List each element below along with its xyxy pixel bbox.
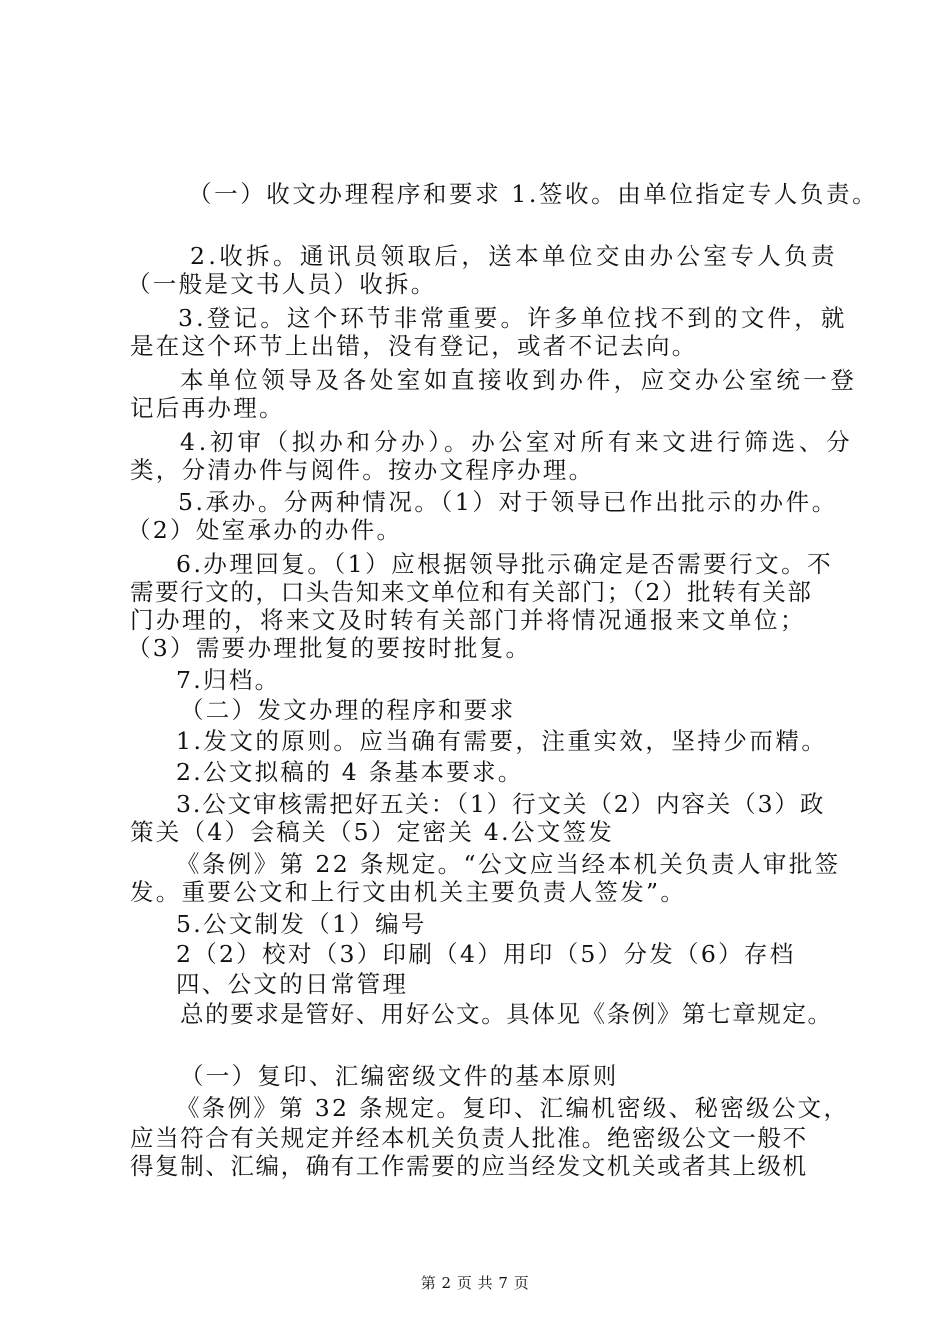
paragraph-line: 是在这个环节上出错，没有登记，或者不记去向。 [130, 332, 698, 360]
paragraph-line: 四、公文的日常管理 [176, 970, 409, 998]
paragraph-line: 记后再办理。 [130, 394, 285, 422]
page-footer [0, 1272, 950, 1293]
paragraph-line: 5.公文制发（1）编号 [176, 910, 427, 938]
paragraph-line: （二）发文办理的程序和要求 [180, 696, 516, 724]
paragraph-line: 应当符合有关规定并经本机关负责人批准。绝密级公文一般不 [130, 1124, 808, 1152]
paragraph-line: （一般是文书人员）收拆。 [127, 270, 437, 298]
paragraph-line: 策关（4）会稿关（5）定密关 4.公文签发 [130, 818, 615, 846]
paragraph-line: 得复制、汇编，确有工作需要的应当经发文机关或者其上级机 [130, 1152, 808, 1180]
paragraph-line: 2.收拆。通讯员领取后，送本单位交由办公室专人负责 [190, 242, 838, 270]
paragraph-line: （一）收文办理程序和要求 1.签收。由单位指定专人负责。 [188, 180, 879, 208]
paragraph-line: 1.发文的原则。应当确有需要，注重实效，坚持少而精。 [176, 727, 828, 755]
paragraph-line: 《条例》第 22 条规定。“公文应当经本机关负责人审批签 [176, 850, 841, 878]
paragraph-line: 3.公文审核需把好五关：（1）行文关（2）内容关（3）政 [176, 790, 826, 818]
paragraph-line: 2（2）校对（3）印刷（4）用印（5）分发（6）存档 [176, 940, 796, 968]
paragraph-line: 本单位领导及各处室如直接收到办件，应交办公室统一登 [180, 366, 858, 394]
paragraph-line: 7.归档。 [176, 666, 281, 694]
paragraph-line: 4.初审（拟办和分办）。办公室对所有来文进行筛选、分 [180, 428, 854, 456]
paragraph-line: 门办理的，将来文及时转有关部门并将情况通报来文单位； [130, 606, 806, 634]
page-number-text: 第 2 页 共 7 页 [420, 1274, 530, 1292]
paragraph-line: 3.登记。这个环节非常重要。许多单位找不到的文件，就 [178, 304, 848, 332]
paragraph-line: （2）处室承办的办件。 [127, 516, 403, 544]
paragraph-line: 2.公文拟稿的 4 条基本要求。 [176, 758, 524, 786]
paragraph-line: 总的要求是管好、用好公文。具体见《条例》第七章规定。 [180, 1000, 833, 1028]
paragraph-line: 6.办理回复。（1）应根据领导批示确定是否需要行文。不 [176, 550, 834, 578]
paragraph-line: （3）需要办理批复的要按时批复。 [127, 634, 532, 662]
paragraph-line: 发。重要公文和上行文由机关主要负责人签发”。 [130, 878, 687, 906]
paragraph-line: 《条例》第 32 条规定。复印、汇编机密级、秘密级公文， [176, 1094, 850, 1122]
paragraph-line: 5.承办。分两种情况。（1）对于领导已作出批示的办件。 [178, 488, 838, 516]
paragraph-line: 需要行文的，口头告知来文单位和有关部门；（2）批转有关部 [130, 578, 813, 606]
paragraph-line: 类，分清办件与阅件。按办文程序办理。 [130, 456, 595, 484]
paragraph-line: （一）复印、汇编密级文件的基本原则 [180, 1062, 619, 1090]
